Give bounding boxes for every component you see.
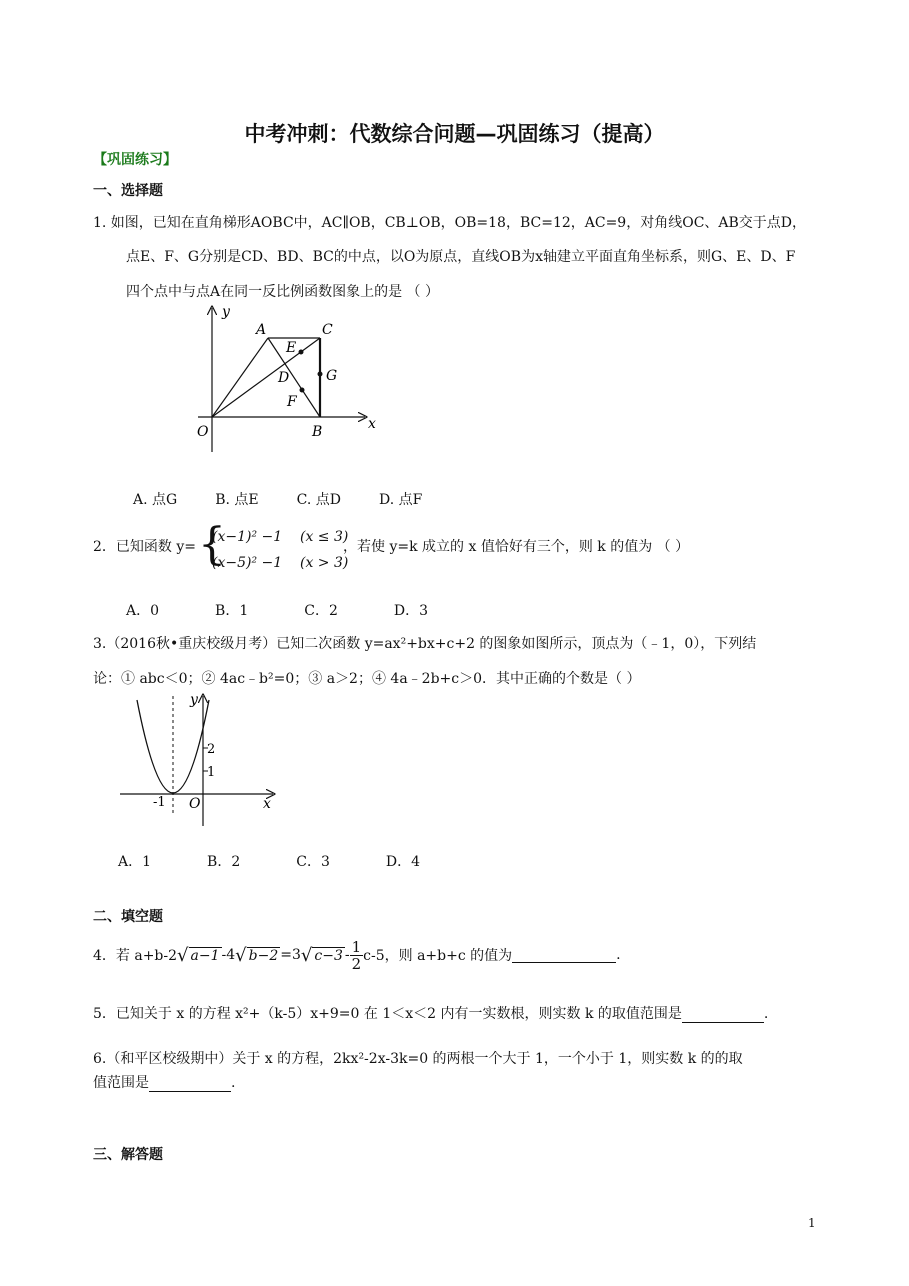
q3-line1: 3.（2016秋•重庆校级月考）已知二次函数 y=ax²+bx+c+2 的图象如图所示，顶点为（﹣1，0），下列结 (93, 636, 757, 652)
q4-end: . (616, 947, 621, 963)
q4-radicand-1: a−1 (190, 947, 220, 964)
q4-part3: =3 (280, 947, 301, 963)
q1-options (133, 489, 460, 509)
q3-line2: 论：① abc＜0；② 4ac﹣b²=0；③ a＞2；④ 4a﹣2b+c＞0．其中正确的个数是（ ） (93, 671, 641, 687)
q1-figure (190, 300, 390, 460)
q4-part4: - (344, 947, 350, 963)
q1-point-f (300, 388, 305, 393)
q1-label-o: O (197, 424, 209, 440)
q4-line (93, 935, 621, 975)
q5-end: . (763, 1006, 769, 1022)
q4-answer-blank[interactable] (512, 948, 616, 963)
q6-text: 值范围是 (93, 1075, 149, 1091)
q3-options (118, 851, 458, 871)
q3-option-d: D．4 (385, 854, 420, 870)
radical-sign: √ (177, 944, 189, 966)
radical-sign: √ (235, 944, 247, 966)
q4-part1: 4．若 a+b-2 (93, 948, 178, 964)
q6-line1: 6.（和平区校级期中）关于 x 的方程，2kx²-2x-3k=0 的两根一个大于 1，一个小于 1，则实数 k 的的取 (93, 1051, 743, 1067)
q2-cond2: (x > 3) (300, 555, 349, 571)
q4-fraction (350, 939, 364, 972)
q4-part5: c-5，则 a+b+c 的值为 (363, 948, 513, 964)
q4-denominator: 2 (351, 954, 362, 973)
q5-answer-blank[interactable] (682, 1008, 764, 1023)
q1-line3: 四个点中与点A在同一反比例函数图象上的是 （ ） (126, 284, 440, 300)
q3-option-c: C．3 (296, 854, 330, 870)
q3-label-y: y (190, 692, 198, 708)
q1-label-g: G (326, 368, 338, 384)
q1-label-e: E (286, 340, 297, 356)
q1-point-g (318, 372, 323, 377)
q1-label-a: A (256, 322, 267, 338)
q4-part2: -4 (221, 947, 236, 963)
q4-radicand-2: b−2 (248, 947, 279, 964)
q1-option-b: B. 点E (215, 492, 259, 508)
q1-line1: 1. 如图，已知在直角梯形AOBC中，AC∥OB，CB⊥OB，OB=18，BC=12，AC=9，对角线OC、AB交于点D， (93, 215, 807, 231)
q6-line2 (93, 1072, 235, 1092)
q4-radicand-3: c−3 (314, 947, 343, 964)
radical-sign: √ (300, 944, 313, 966)
q1-diag-oc (212, 338, 320, 417)
q3-label-x: x (263, 796, 271, 812)
q3-figure (115, 690, 285, 830)
q2-options (126, 600, 466, 620)
q6-end: . (231, 1075, 236, 1091)
q3-label-minus1: -1 (153, 795, 166, 810)
q3-label-1: 1 (207, 765, 216, 780)
q1-point-e (299, 350, 304, 355)
q1-line2: 点E、F、G分别是CD、BD、BC的中点，以O为原点，直线OB为x轴建立平面直角坐标系，则G、E、D、F (126, 249, 796, 265)
q1-option-c: C. 点D (296, 492, 341, 508)
q2-prefix: 2．已知函数 y= (93, 539, 196, 555)
q2-option-d: D．3 (393, 603, 428, 619)
q2-option-c: C．2 (304, 603, 338, 619)
q3-label-o: O (189, 796, 201, 812)
q1-label-d: D (278, 370, 290, 386)
q5-line (93, 1003, 768, 1023)
q3-label-2: 2 (207, 742, 216, 757)
section-choice: 一、选择题 (93, 183, 163, 199)
q2-brace: { (198, 519, 226, 570)
q2-case2: (x−5)² −1 (212, 555, 283, 571)
section-tag: 【巩固练习】 (93, 152, 177, 168)
q2-case1: (x−1)² −1 (212, 529, 283, 545)
section-answer: 三、解答题 (93, 1147, 163, 1163)
section-fill: 二、填空题 (93, 909, 163, 925)
q1-option-a: A. 点G (133, 492, 178, 508)
q1-edge-oa (212, 338, 268, 417)
q5-text: 5．已知关于 x 的方程 x²+（k-5）x+9=0 在 1＜x＜2 内有一实数根，则实数 k 的取值范围是 (93, 1006, 682, 1022)
q2-option-b: B．1 (215, 603, 249, 619)
page-title: 中考冲刺：代数综合问题—巩固练习（提高） (244, 122, 665, 146)
q1-label-b: B (312, 424, 323, 440)
q3-option-b: B．2 (207, 854, 241, 870)
q2-option-a: A．0 (126, 603, 160, 619)
q6-answer-blank[interactable] (149, 1077, 231, 1092)
q2-cond1: (x ≤ 3) (300, 529, 349, 545)
q1-option-d: D. 点F (378, 492, 423, 508)
q4-numerator: 1 (351, 937, 362, 956)
q2-suffix: ，若使 y=k 成立的 x 值恰好有三个，则 k 的值为 （ ） (343, 539, 690, 555)
q1-label-y: y (222, 304, 230, 320)
q1-label-f: F (287, 394, 297, 410)
q1-label-x: x (368, 416, 376, 432)
q3-option-a: A．1 (118, 854, 152, 870)
q1-label-c: C (322, 322, 333, 338)
page-number: 1 (808, 1216, 816, 1230)
